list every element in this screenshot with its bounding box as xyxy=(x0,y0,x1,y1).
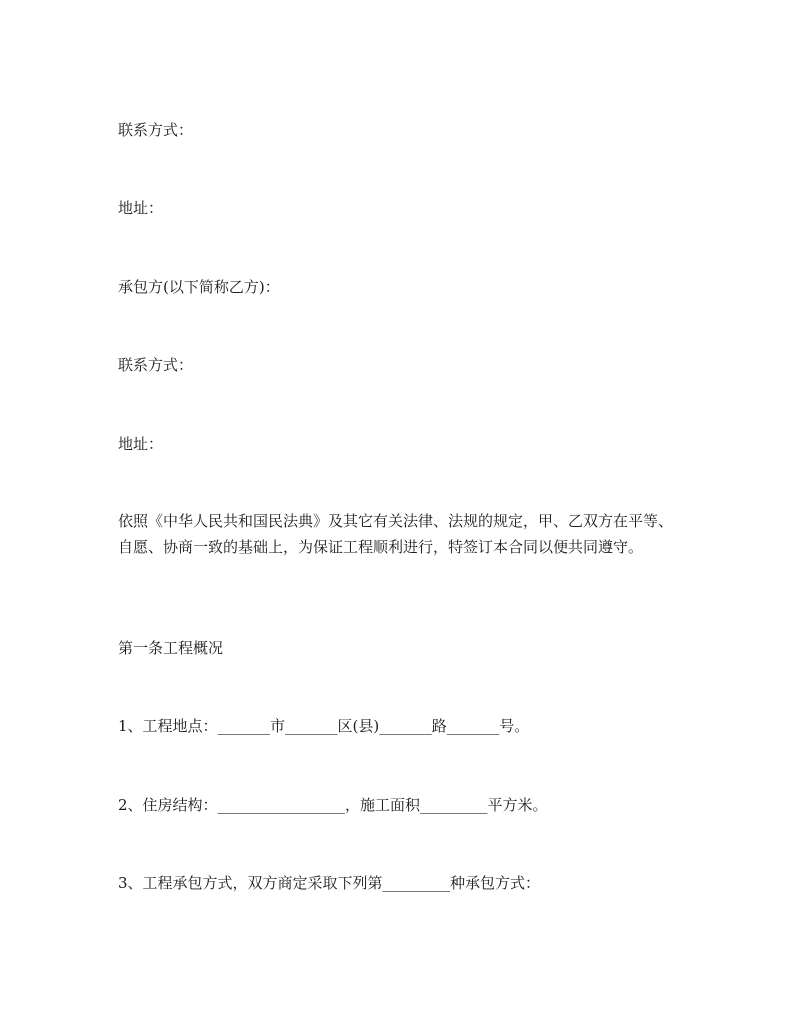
item-2: 2、住房结构：_________________，施工面积_________平方米。 xyxy=(118,796,548,814)
contractor-address-label: 地址： xyxy=(118,435,164,453)
item-3: 3、工程承包方式，双方商定采取下列第_________种承包方式： xyxy=(118,874,541,892)
contractor-label: 承包方(以下简称乙方)： xyxy=(118,278,280,296)
contact-label: 联系方式： xyxy=(118,121,194,139)
contractor-contact-label: 联系方式： xyxy=(118,356,194,374)
preamble-paragraph: 依照《中华人民共和国民法典》及其它有关法律、法规的规定，甲、乙双方在平等、自愿、协商一致的基础上，为保证工程顺利进行，特签订本合同以便共同遵守。 xyxy=(118,512,674,556)
address-label: 地址： xyxy=(118,199,164,217)
item-1: 1、工程地点：_______市_______区(县)_______路_______号。 xyxy=(118,717,530,735)
section-title: 第一条工程概况 xyxy=(118,639,224,657)
